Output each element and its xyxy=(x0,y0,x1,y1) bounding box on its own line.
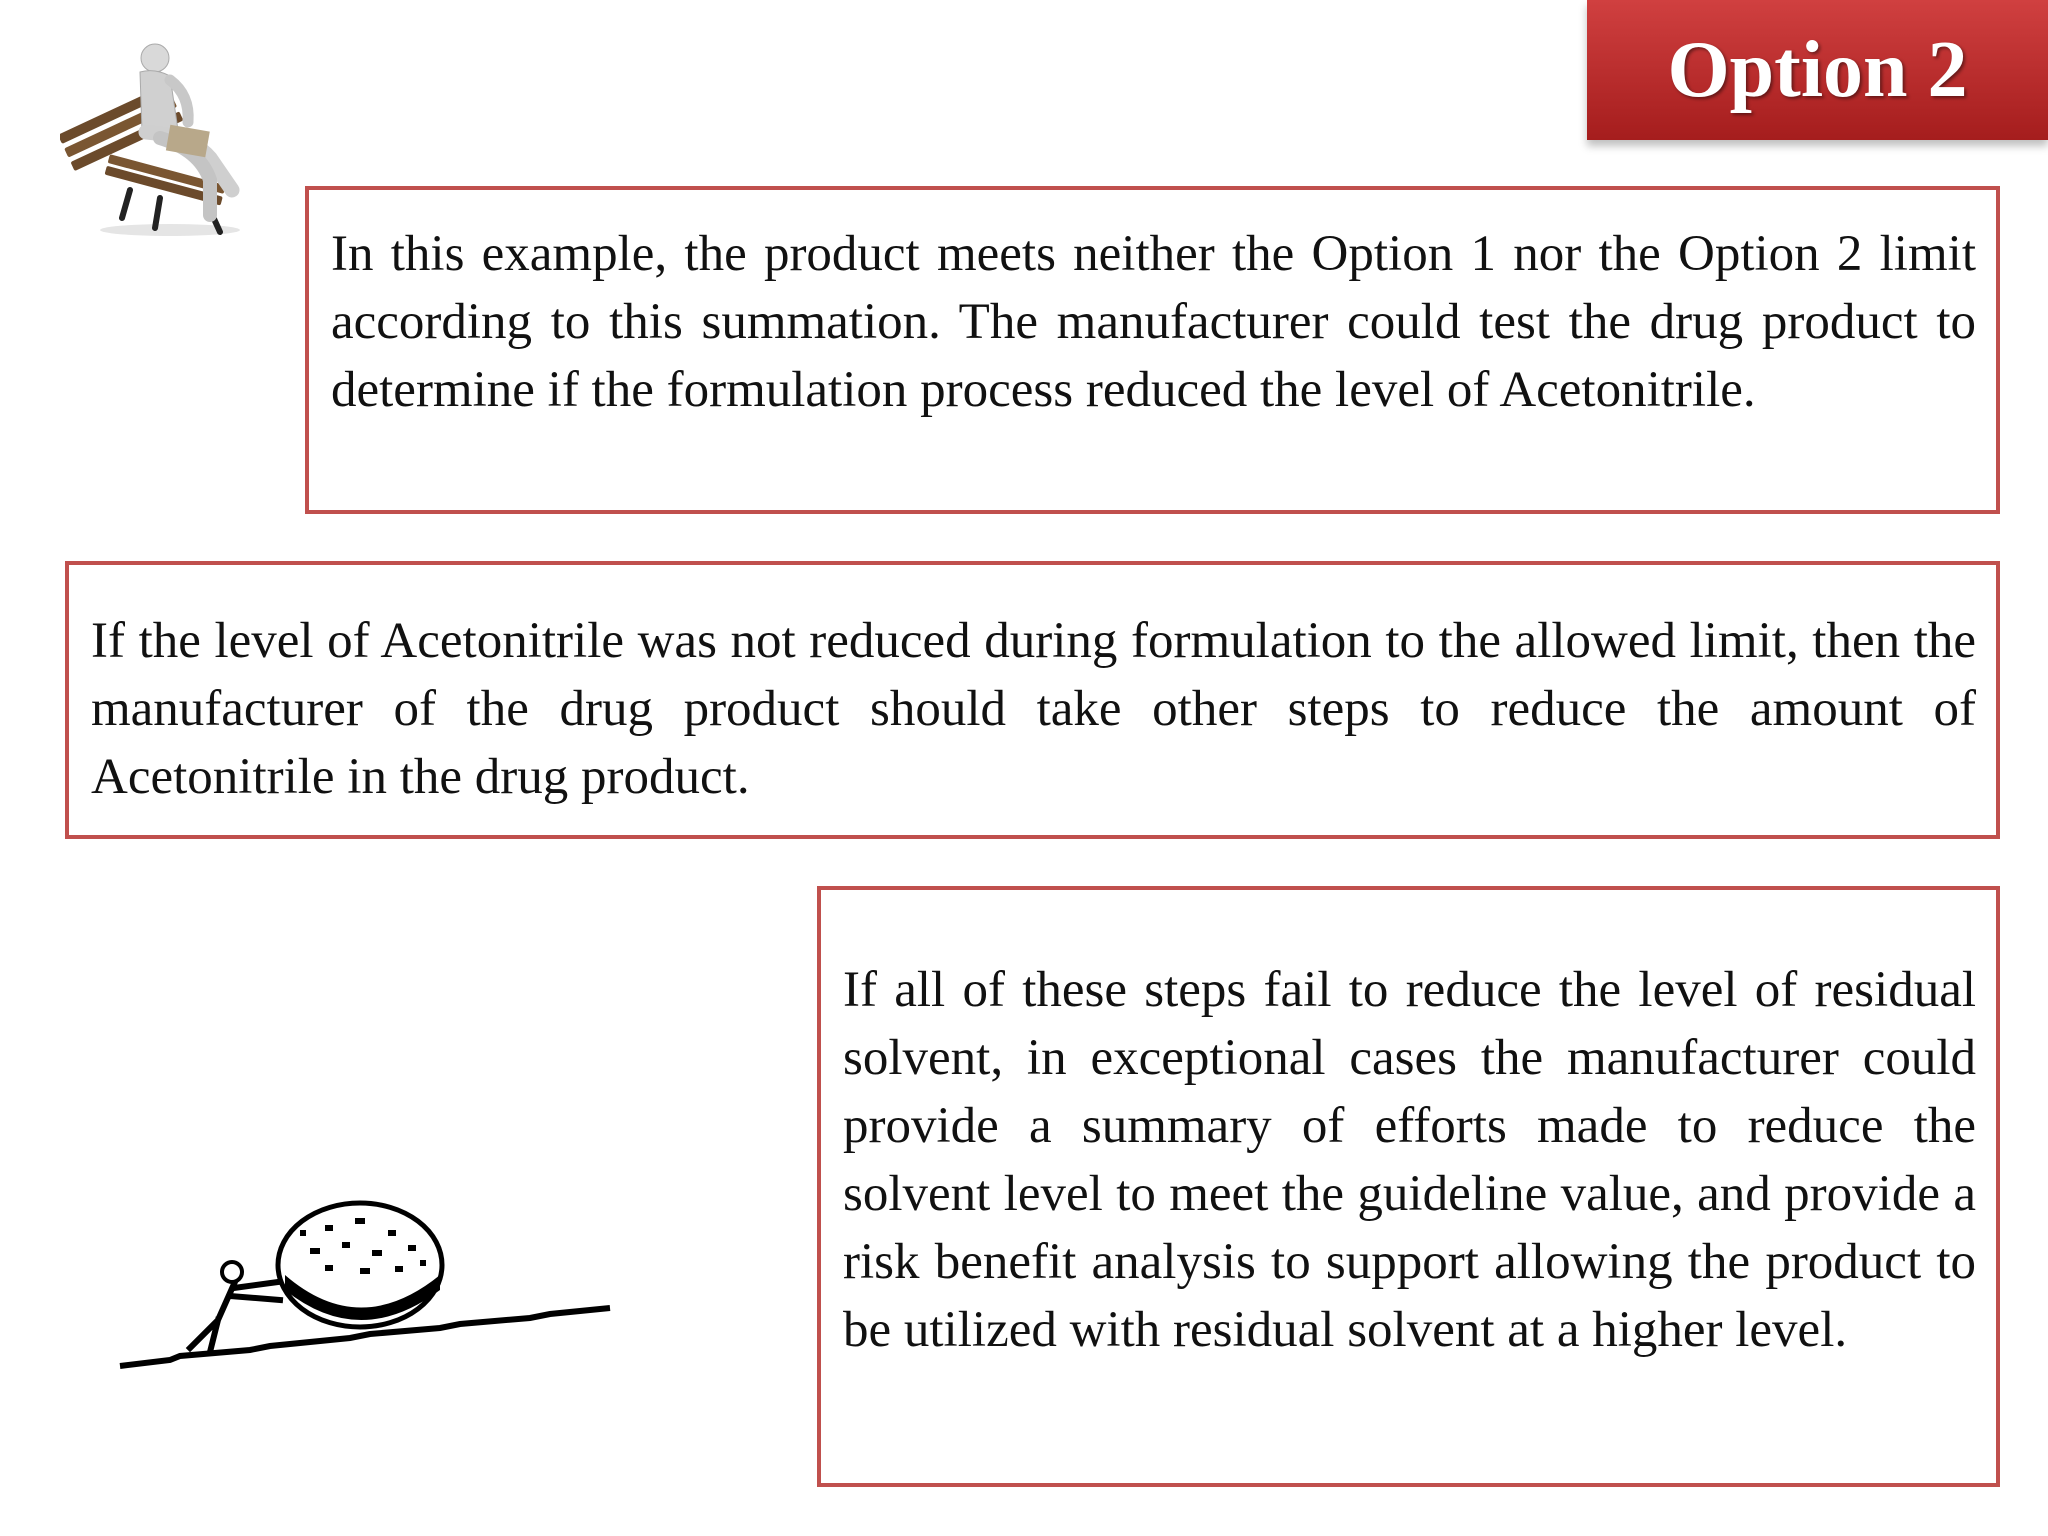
option-title-badge xyxy=(1587,0,2048,140)
person-on-bench-icon xyxy=(60,40,260,240)
reduction-steps-box xyxy=(65,561,2000,839)
exceptional-cases-text: If all of these steps fail to reduce the level of residual solvent, in exceptional cases the manufacturer could provide a summary of efforts made to reduce the solvent level to meet the guideline value, and provide a risk benefit analysis to support allowing the product to be utilized with residual solvent at a higher level. xyxy=(843,962,1976,1358)
option-title: Option 2 xyxy=(1667,25,1968,114)
exceptional-cases-box xyxy=(817,886,2000,1487)
summation-result-box xyxy=(305,186,2000,514)
reduction-steps-text: If the level of Acetonitrile was not reduced during formulation to the allowed limit, then the manufacturer of the drug product should take other steps to reduce the amount of Acetonitrile in the drug product. xyxy=(91,613,1976,805)
summation-result-text: In this example, the product meets neither the Option 1 nor the Option 2 limit according to this summation. The manufacturer could test the drug product to determine if the formulation process reduced the level of Acetonitrile. xyxy=(331,226,1976,418)
pushing-boulder-uphill-icon xyxy=(110,1190,630,1380)
